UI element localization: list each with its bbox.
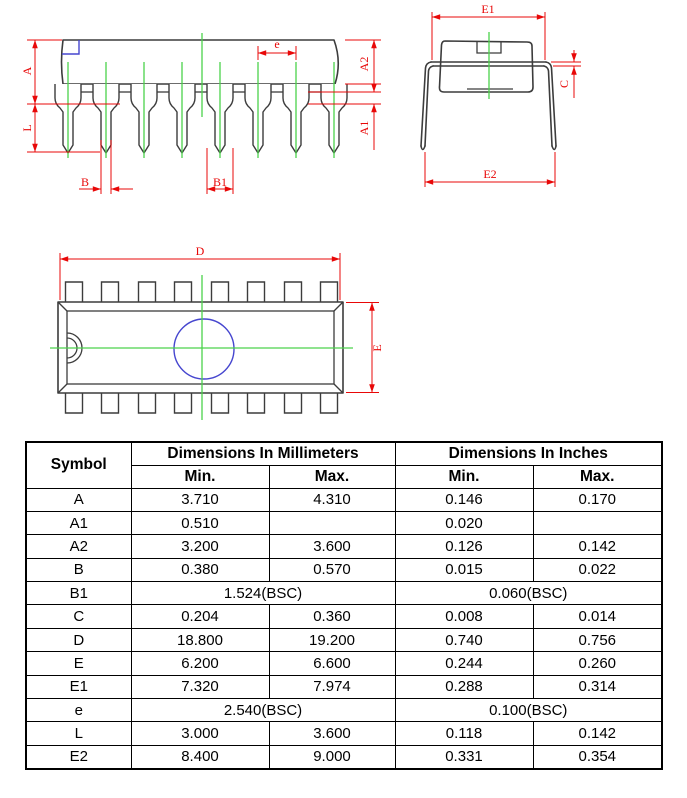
table-row xyxy=(26,535,662,558)
cell-symbol: E xyxy=(26,652,131,675)
cell-mm-min: 3.710 xyxy=(131,488,269,511)
table-row xyxy=(26,745,662,768)
cell-symbol: e xyxy=(26,699,131,722)
cell-in-max: 0.354 xyxy=(533,745,662,768)
cell-in-min: 0.146 xyxy=(395,488,533,511)
cell-in-max: 0.142 xyxy=(533,722,662,745)
dim-label-E2: E2 xyxy=(483,167,497,181)
cell-mm-max: 9.000 xyxy=(269,745,395,768)
cell-mm-min: 0.380 xyxy=(131,558,269,581)
dim-label-A2: A2 xyxy=(357,56,371,72)
dim-E2 xyxy=(425,152,555,187)
cell-in-bsc: 0.060(BSC) xyxy=(395,582,662,605)
dim-label-D: D xyxy=(195,244,205,258)
cell-mm-max: 0.570 xyxy=(269,558,395,581)
cell-in-max: 0.142 xyxy=(533,535,662,558)
table-row xyxy=(26,558,662,581)
dim-C xyxy=(551,50,581,98)
cell-mm-min: 0.510 xyxy=(131,511,269,534)
top-view-drawing xyxy=(50,244,384,420)
cell-symbol: E1 xyxy=(26,675,131,698)
cell-symbol: B xyxy=(26,558,131,581)
cell-in-max: 0.756 xyxy=(533,628,662,651)
cell-mm-max: 0.360 xyxy=(269,605,395,628)
cell-in-min: 0.244 xyxy=(395,652,533,675)
cell-in-max: 0.260 xyxy=(533,652,662,675)
cell-in-min: 0.008 xyxy=(395,605,533,628)
cell-mm-min: 3.000 xyxy=(131,722,269,745)
side-view-drawing xyxy=(20,33,381,194)
table-row xyxy=(26,722,662,745)
cell-mm-min: 7.320 xyxy=(131,675,269,698)
header-mm-min: Min. xyxy=(131,465,269,488)
table-row xyxy=(26,652,662,675)
dim-label-L: L xyxy=(20,124,34,132)
cell-mm-min: 3.200 xyxy=(131,535,269,558)
dim-label-B1: B1 xyxy=(212,175,228,189)
cell-in-max: 0.022 xyxy=(533,558,662,581)
dim-label-E1: E1 xyxy=(481,2,495,16)
header-millimeters: Dimensions In Millimeters xyxy=(131,442,395,465)
cell-mm-min: 0.204 xyxy=(131,605,269,628)
table-header-row-1 xyxy=(26,442,662,465)
table-row-bsc xyxy=(26,582,662,605)
cell-mm-max: 19.200 xyxy=(269,628,395,651)
table-row xyxy=(26,675,662,698)
cell-symbol: A1 xyxy=(26,511,131,534)
cell-mm-max xyxy=(269,511,395,534)
cell-in-max: 0.170 xyxy=(533,488,662,511)
cell-symbol: E2 xyxy=(26,745,131,768)
cell-mm-max: 7.974 xyxy=(269,675,395,698)
cell-mm-max: 6.600 xyxy=(269,652,395,675)
table-row xyxy=(26,628,662,651)
cell-in-min: 0.118 xyxy=(395,722,533,745)
cell-mm-min: 6.200 xyxy=(131,652,269,675)
cell-in-min: 0.126 xyxy=(395,535,533,558)
dim-label-A1: A1 xyxy=(357,120,371,136)
cell-in-max xyxy=(533,511,662,534)
cell-mm-max: 3.600 xyxy=(269,535,395,558)
table-row xyxy=(26,511,662,534)
cell-mm-max: 3.600 xyxy=(269,722,395,745)
table-row xyxy=(26,488,662,511)
dim-label-C: C xyxy=(557,79,571,89)
cell-symbol: B1 xyxy=(26,582,131,605)
cell-in-max: 0.314 xyxy=(533,675,662,698)
cell-mm-min: 18.800 xyxy=(131,628,269,651)
dimensions-table xyxy=(25,441,663,770)
cell-symbol: C xyxy=(26,605,131,628)
cell-mm-bsc: 2.540(BSC) xyxy=(131,699,395,722)
cell-in-max: 0.014 xyxy=(533,605,662,628)
cell-mm-max: 4.310 xyxy=(269,488,395,511)
cell-in-min: 0.288 xyxy=(395,675,533,698)
cell-mm-min: 8.400 xyxy=(131,745,269,768)
package-body-side xyxy=(62,40,339,84)
cell-in-min: 0.331 xyxy=(395,745,533,768)
cell-symbol: A xyxy=(26,488,131,511)
dim-label-E: E xyxy=(370,344,384,352)
cell-symbol: A2 xyxy=(26,535,131,558)
cell-symbol: L xyxy=(26,722,131,745)
dim-label-B: B xyxy=(80,175,90,189)
header-in-max: Max. xyxy=(533,465,662,488)
header-mm-max: Max. xyxy=(269,465,395,488)
cell-symbol: D xyxy=(26,628,131,651)
header-symbol: Symbol xyxy=(26,442,131,488)
cell-in-min: 0.740 xyxy=(395,628,533,651)
cell-mm-bsc: 1.524(BSC) xyxy=(131,582,395,605)
cell-in-min: 0.015 xyxy=(395,558,533,581)
pins-side xyxy=(55,84,347,153)
cell-in-min: 0.020 xyxy=(395,511,533,534)
cell-in-bsc: 0.100(BSC) xyxy=(395,699,662,722)
dim-label-e: e xyxy=(274,37,280,51)
table-row-bsc xyxy=(26,699,662,722)
dim-label-A: A xyxy=(20,66,34,76)
header-inches: Dimensions In Inches xyxy=(395,442,662,465)
end-view-drawing xyxy=(421,2,581,187)
header-in-min: Min. xyxy=(395,465,533,488)
table-row xyxy=(26,605,662,628)
